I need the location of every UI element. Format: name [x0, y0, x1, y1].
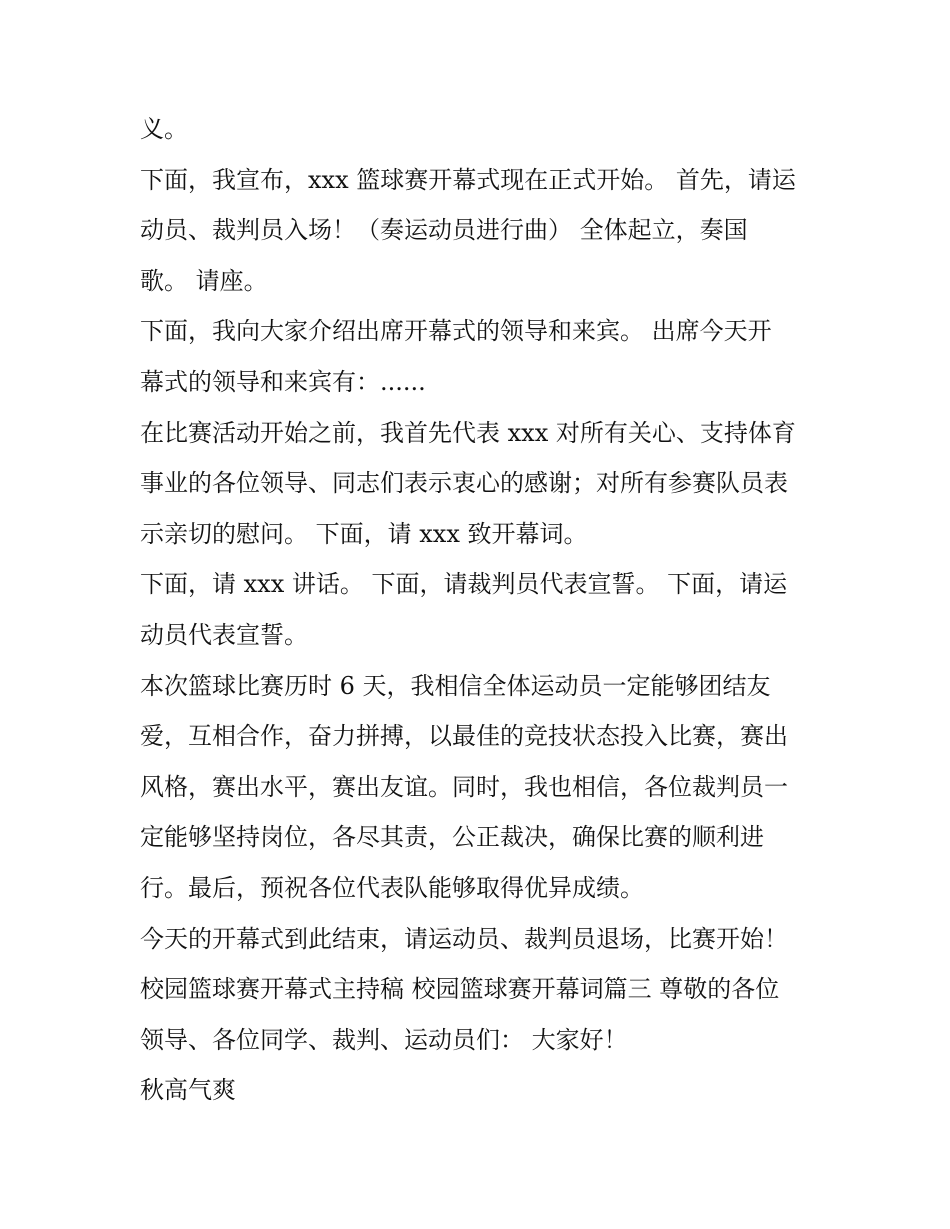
- text-line: 下面，请 xxx 讲话。 下面，请裁判员代表宣誓。 下面，请运: [140, 570, 788, 599]
- text-line: 动员、裁判员入场！（奏运动员进行曲） 全体起立，奏国: [140, 216, 748, 245]
- text-line: 定能够坚持岗位，各尽其责，公正裁决，确保比赛的顺利进: [140, 823, 764, 852]
- text-line: 领导、各位同学、裁判、运动员们： 大家好！: [140, 1025, 628, 1054]
- text-line: 动员代表宣誓。: [140, 620, 308, 649]
- text-line: 歌。 请座。: [140, 266, 268, 295]
- text-line: 幕式的领导和来宾有：......: [140, 367, 426, 396]
- document-body: [140, 104, 820, 1116]
- text-line: 行。最后，预祝各位代表队能够取得优异成绩。: [140, 873, 644, 902]
- text-line: 在比赛活动开始之前，我首先代表 xxx 对所有关心、支持体育: [140, 418, 796, 447]
- text-line: 下面，我宣布，xxx 篮球赛开幕式现在正式开始。 首先，请运: [140, 165, 796, 194]
- text-line: 下面，我向大家介绍出席开幕式的领导和来宾。 出席今天开: [140, 317, 772, 346]
- text-line: 本次篮球比赛历时 6 天，我相信全体运动员一定能够团结友: [140, 671, 771, 700]
- text-line: 爱，互相合作，奋力拼搏，以最佳的竞技状态投入比赛，赛出: [140, 722, 788, 751]
- text-line: 今天的开幕式到此结束，请运动员、裁判员退场，比赛开始！: [140, 924, 788, 953]
- text-line: 风格，赛出水平，赛出友谊。同时，我也相信，各位裁判员一: [140, 772, 788, 801]
- text-line: 校园篮球赛开幕式主持稿 校园篮球赛开幕词篇三 尊敬的各位: [140, 975, 780, 1004]
- text-line: 示亲切的慰问。 下面，请 xxx 致开幕词。: [140, 519, 588, 548]
- text-line: 秋高气爽: [140, 1076, 236, 1105]
- text-line: 事业的各位领导、同志们表示衷心的感谢；对所有参赛队员表: [140, 469, 788, 498]
- text-line: 义。: [140, 115, 188, 143]
